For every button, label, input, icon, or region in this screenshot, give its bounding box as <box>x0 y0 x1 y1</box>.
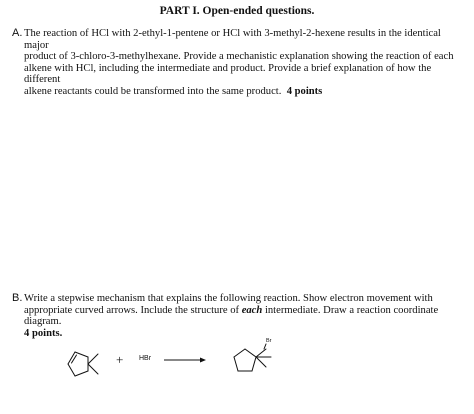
question-a-line: alkene with HCl, including the intermediate and product. Provide a brief explanation of how the different <box>24 62 432 86</box>
question-a-text <box>24 28 464 98</box>
reaction-arrow <box>164 358 206 363</box>
question-b-letter: B. <box>12 292 23 304</box>
bromine-label: Br <box>266 338 272 344</box>
question-a-letter: A. <box>12 27 23 39</box>
question-b-line <box>24 305 464 328</box>
question-b-line-pre: appropriate curved arrows. Include the structure of <box>24 304 240 316</box>
question-a-line <box>24 86 464 98</box>
question-a <box>12 28 464 98</box>
reaction-drawing <box>0 327 474 410</box>
question-b-line: Write a stepwise mechanism that explains the following reaction. Show electron movement with <box>24 293 433 304</box>
question-b-emphasis: each <box>241 304 263 316</box>
reagent-label: HBr <box>139 355 152 362</box>
question-a-points: 4 points <box>286 85 323 97</box>
question-b-points: 4 points. <box>24 327 63 339</box>
question-a-line: product of 3-chloro-3-methylhexane. Provide a mechanistic explanation showing the reaction of each <box>24 51 454 63</box>
plus-sign: + <box>116 352 124 367</box>
question-a-line: The reaction of HCl with 2-ethyl-1-pentene or HCl with 3-methyl-2-hexene results in the identical major <box>24 28 441 51</box>
question-a-line-text: alkene reactants could be transformed into the same product. <box>24 85 282 97</box>
reaction-scheme <box>0 327 474 410</box>
page-title: PART I. Open-ended questions. <box>159 5 315 17</box>
reactant-structure <box>68 352 98 376</box>
product-structure <box>234 344 271 371</box>
question-b-line-post: intermediate. Draw a reaction coordinate diagram. <box>24 304 439 328</box>
